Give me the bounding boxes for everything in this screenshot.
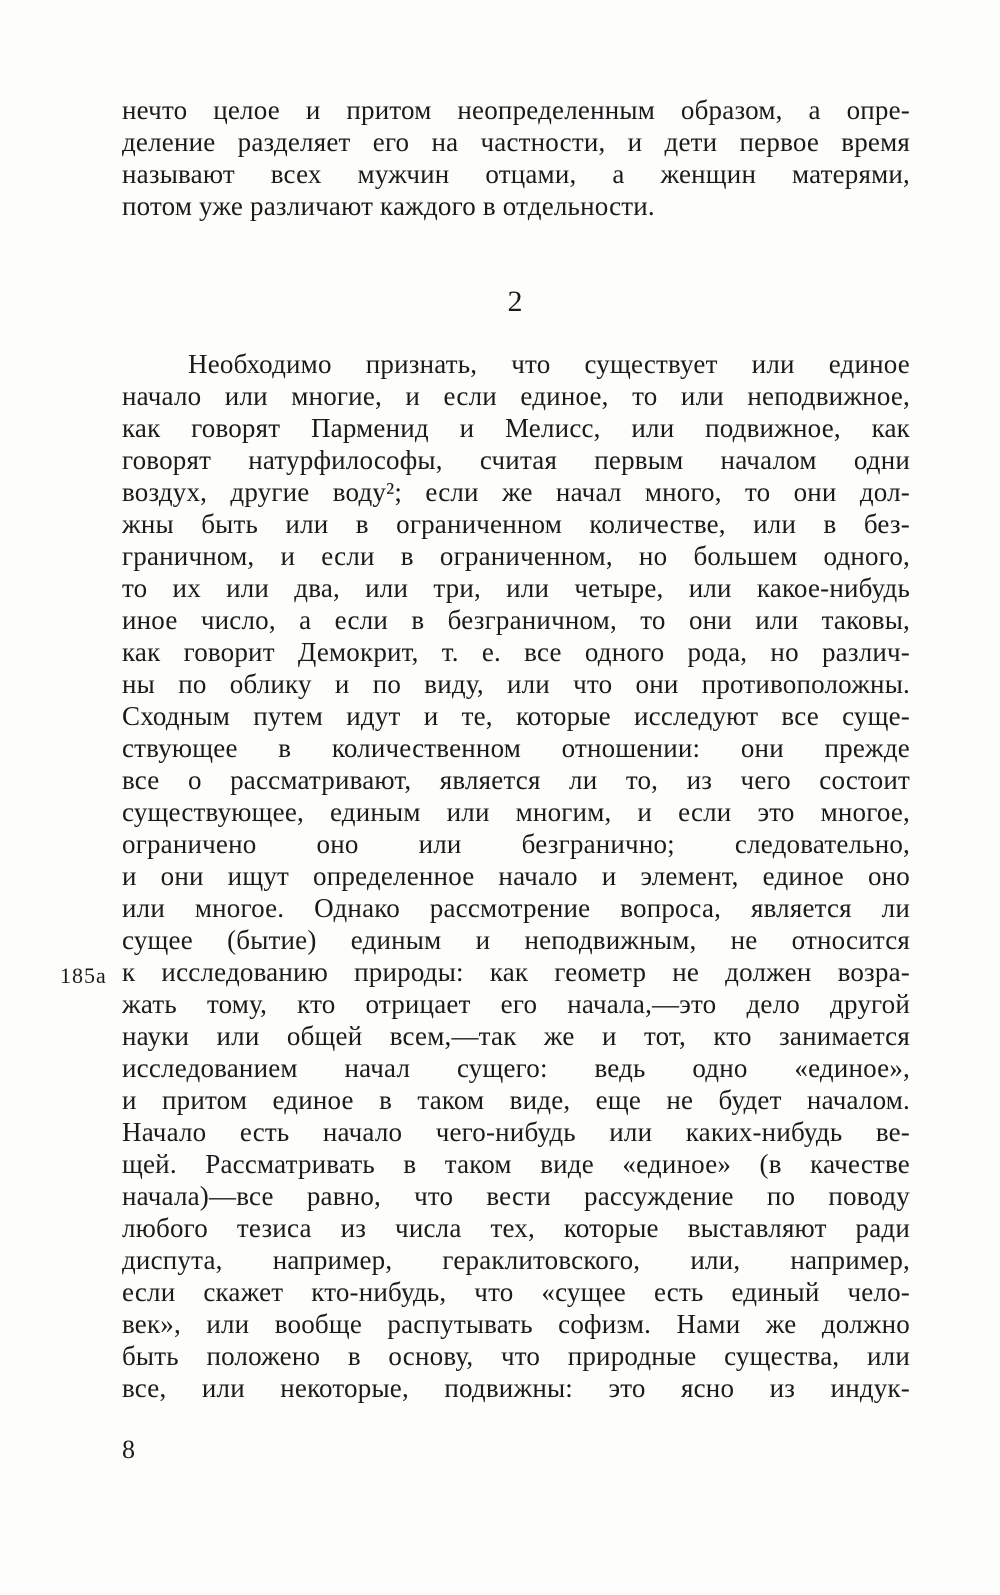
text-line: жать тому, кто отрицает его начала,—это дело другой <box>122 989 910 1019</box>
text-line: Необходимо признать, что существует или единое <box>188 349 910 379</box>
text-line: быть положено в основу, что природные существа, или <box>122 1341 910 1371</box>
text-line: потом уже различают каждого в отдельности. <box>122 191 655 221</box>
text-line: существующее, единым или многим, и если это многое, <box>122 797 910 827</box>
text-line: ограничено оно или безгранично; следовательно, <box>122 829 910 859</box>
text-line: любого тезиса из числа тех, которые выставляют ради <box>122 1213 910 1243</box>
text-line: говорят натурфилософы, считая первым началом одни <box>122 445 910 475</box>
text-line: если скажет кто-нибудь, что «сущее есть единый чело- <box>122 1277 910 1307</box>
text-line: как говорит Демокрит, т. е. все одного рода, но различ- <box>122 637 910 667</box>
text-line: граничном, и если в ограниченном, но большем одного, <box>122 541 910 571</box>
intro-paragraph <box>122 94 910 222</box>
text-line: Сходным путем идут и те, которые исследуют все суще- <box>122 701 910 731</box>
text-line: диспута, например, гераклитовского, или, например, <box>122 1245 910 1275</box>
section-number: 2 <box>507 285 523 318</box>
text-line: науки или общей всем,—так же и тот, кто занимается <box>122 1021 910 1051</box>
text-line: жны быть или в ограниченном количестве, или в без- <box>122 509 910 539</box>
text-line: щей. Рассматривать в таком виде «единое» (в качестве <box>122 1149 910 1179</box>
text-line: исследованием начал сущего: ведь одно «единое», <box>122 1053 910 1083</box>
text-line: деление разделяет его на частности, и дети первое время <box>122 127 910 157</box>
text-line: Начало есть начало чего-нибудь или каких-нибудь ве- <box>122 1117 910 1147</box>
text-line: все, или некоторые, подвижны: это ясно из индук- <box>122 1373 910 1403</box>
text-line: и они ищут определенное начало и элемент, единое оно <box>122 861 910 891</box>
page-number: 8 <box>122 1435 135 1464</box>
text-line: называют всех мужчин отцами, а женщин матерями, <box>122 159 910 189</box>
text-line: воздух, другие воду²; если же начал много, то они дол- <box>122 477 910 507</box>
text-line: ны по облику и по виду, или что они противоположны. <box>122 669 910 699</box>
text-line: век», или вообще распутывать софизм. Нами же должно <box>122 1309 910 1339</box>
margin-reference: 185a <box>60 963 107 988</box>
text-line: то их или два, или три, или четыре, или какое-нибудь <box>122 573 910 603</box>
text-line: начало или многие, и если единое, то или неподвижное, <box>122 381 910 411</box>
text-line: иное число, а если в безграничном, то они или таковы, <box>122 605 910 635</box>
text-line: и притом единое в таком виде, еще не будет началом. <box>122 1085 910 1115</box>
text-line: начала)—все равно, что вести рассуждение по поводу <box>122 1181 910 1211</box>
text-line: или многое. Однако рассмотрение вопроса, является ли <box>122 893 910 923</box>
text-line: ствующее в количественном отношении: они прежде <box>122 733 910 763</box>
text-line: как говорят Парменид и Мелисс, или подвижное, как <box>122 413 910 443</box>
text-line: нечто целое и притом неопределенным образом, а опре- <box>122 95 910 125</box>
text-line: сущее (бытие) единым и неподвижным, не относится <box>122 925 910 955</box>
text-line: к исследованию природы: как геометр не должен возра- <box>122 957 910 987</box>
main-paragraph <box>122 348 910 1404</box>
text-line: все о рассматривают, является ли то, из чего состоит <box>122 765 910 795</box>
